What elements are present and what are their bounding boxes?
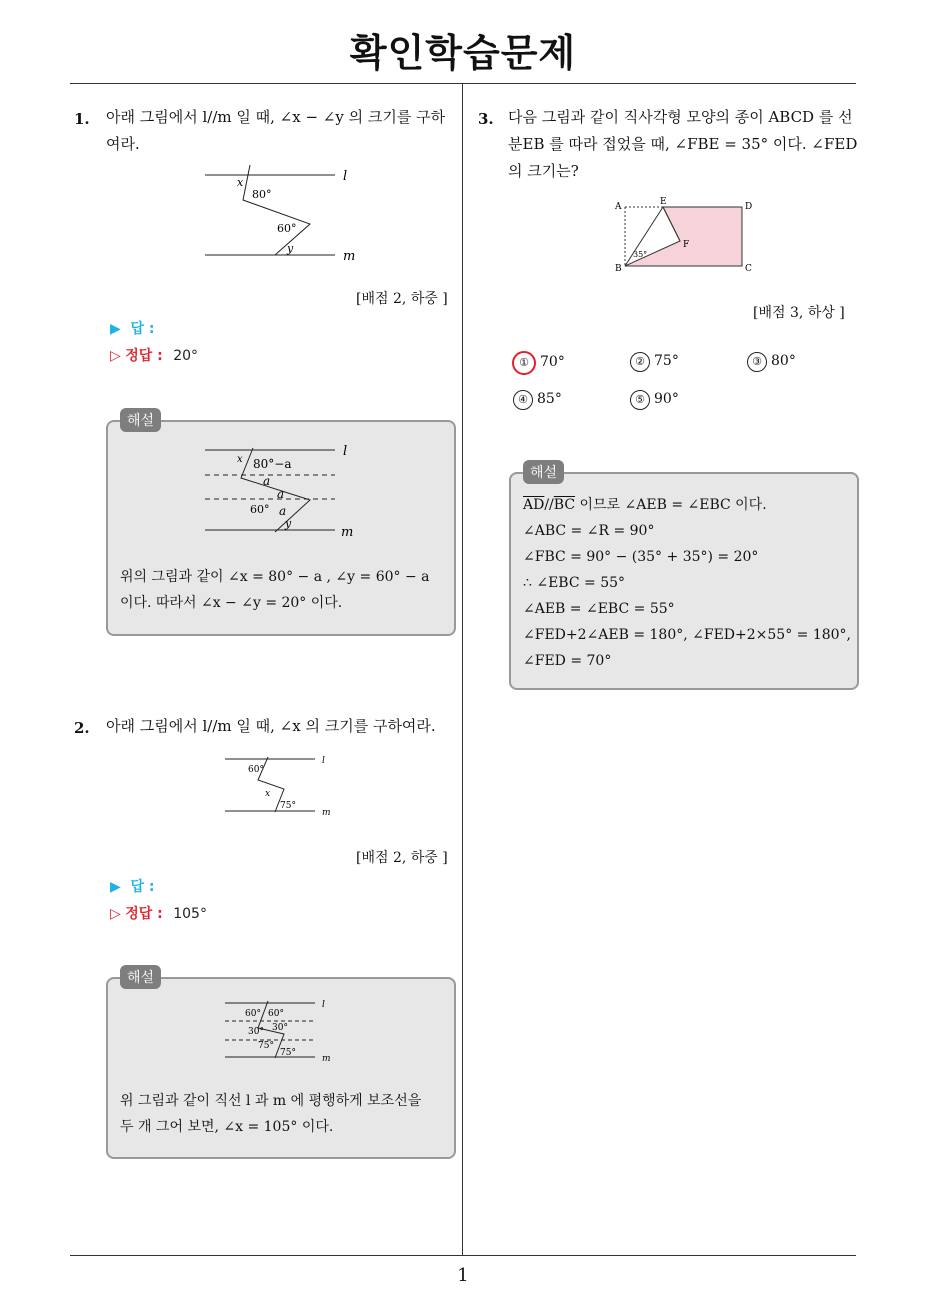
q3-fig-F: F [683, 240, 690, 250]
q3-expl-line1: $\overline{AD}//\overline{BC}$ 이므로 ∠AEB = ∠EBC 이다. [523, 497, 767, 513]
q2-expl-fig-30a: 30° [248, 1027, 264, 1037]
q2-figure [220, 752, 350, 818]
q3-text-line1: 다음 그림과 같이 직사각형 모양의 종이 ABCD 를 선 [508, 108, 853, 126]
q1-fig-60: 60° [277, 222, 297, 235]
q2-expl-fig-75b: 75° [280, 1048, 296, 1058]
q2-expl-tag: 해설 [120, 965, 161, 989]
top-divider [70, 83, 856, 84]
q1-number: 1. [74, 110, 90, 128]
q3-choice-3-text: 80° [771, 353, 796, 369]
q2-explanation-text [120, 1088, 421, 1140]
q2-fig-60: 60° [248, 765, 264, 775]
q1-expl-fig-60: 60° [250, 503, 270, 516]
q2-expl-fig-60a: 60° [245, 1009, 261, 1019]
q1-fig-x: x [237, 176, 244, 189]
q3-choice-3[interactable] [747, 352, 796, 372]
q3-choice-1-text: 70° [540, 354, 565, 370]
q1-answer-label: 답 : [130, 321, 155, 337]
q1-score: [배점 2, 하중 ] [356, 291, 448, 307]
q2-expl-figure [220, 996, 350, 1062]
q3-expl-tag: 해설 [523, 460, 564, 484]
q3-expl-bc: $\overline{BC}$ [553, 497, 576, 513]
q1-expl-tag: 해설 [120, 408, 161, 432]
q3-choice-3-num: ③ [747, 352, 767, 372]
triangle-icon: ▷ [110, 906, 121, 922]
q3-choice-2[interactable] [630, 352, 679, 372]
q3-choice-5[interactable] [630, 390, 679, 410]
q2-number: 2. [74, 719, 90, 737]
q1-expl-fig-80a: 80°−a [253, 457, 292, 471]
q3-choice-2-text: 75° [654, 353, 679, 369]
q2-text: 아래 그림에서 l//m 일 때, ∠x 의 크기를 구하여라. [106, 717, 436, 735]
q3-fig-C: C [745, 264, 752, 274]
q3-fig-A: A [615, 202, 622, 212]
q1-expl-figure [195, 440, 365, 540]
q3-fig-35: 35° [633, 250, 648, 259]
q1-text-line1: 아래 그림에서 l//m 일 때, ∠x − ∠y 의 크기를 구하 [106, 108, 446, 126]
q3-expl-line6: ∠FED+2∠AEB = 180°, ∠FED+2×55° = 180°, [523, 627, 852, 643]
bottom-divider [70, 1255, 856, 1256]
q3-score: [배점 3, 하상 ] [753, 305, 845, 321]
q1-expl-line2: 이다. 따라서 ∠x − ∠y = 20° 이다. [120, 595, 343, 611]
triangle-icon: ▷ [110, 348, 121, 364]
q1-expl-fig-l: l [343, 444, 348, 459]
q3-expl-line4: ∴ ∠EBC = 55° [523, 575, 626, 591]
q3-choice-2-num: ② [630, 352, 650, 372]
q1-correct-label: 정답 : [125, 348, 163, 364]
q1-text-line2: 여라. [106, 135, 140, 153]
q3-expl-line5: ∠AEB = ∠EBC = 55° [523, 601, 675, 617]
q1-fig-80: 80° [252, 188, 272, 201]
q3-choice-4-num: ④ [513, 390, 533, 410]
q2-fig-75: 75° [280, 801, 296, 811]
q2-expl-fig-l: l [322, 1000, 325, 1010]
q1-figure [195, 160, 365, 270]
q2-fig-m: m [322, 808, 331, 818]
q2-fig-l: l [322, 756, 325, 766]
q3-fig-B: B [615, 264, 622, 274]
q1-expl-fig-a3: a [279, 504, 287, 518]
q3-choice-1-num: ① [512, 351, 536, 375]
q2-expl-line1: 위 그림과 같이 직선 l 과 m 에 평행하게 보조선을 [120, 1093, 422, 1109]
q3-choice-4[interactable] [513, 390, 562, 410]
q2-fig-x: x [265, 789, 271, 799]
q3-text-line2: 분EB 를 따라 접었을 때, ∠FBE = 35° 이다. ∠FED [508, 135, 858, 153]
q3-fig-E: E [660, 197, 667, 207]
q1-answer [110, 318, 155, 338]
q2-expl-fig-75a: 75° [258, 1041, 274, 1051]
play-icon: ▶ [110, 321, 121, 337]
q3-figure [605, 193, 765, 278]
q3-choice-4-text: 85° [537, 391, 562, 407]
q3-choice-5-num: ⑤ [630, 390, 650, 410]
q1-expl-fig-a2: a [277, 487, 285, 501]
q2-correct-label: 정답 : [125, 906, 163, 922]
q3-expl-line2: ∠ABC = ∠R = 90° [523, 523, 655, 539]
q2-correct [110, 903, 207, 923]
q1-expl-line1: 위의 그림과 같이 ∠x = 80° − a , ∠y = 60° − a [120, 569, 430, 585]
play-icon: ▶ [110, 879, 121, 895]
q1-expl-fig-y: y [285, 517, 292, 530]
q1-expl-fig-a1: a [263, 474, 271, 488]
q3-number: 3. [478, 110, 494, 128]
q1-explanation-text [120, 564, 429, 616]
q2-answer [110, 876, 155, 896]
column-divider [462, 84, 463, 1256]
q1-correct [110, 345, 198, 365]
q2-expl-fig-30b: 30° [272, 1023, 288, 1033]
page-title: 확인학습문제 [349, 31, 577, 75]
q1-fig-l: l [343, 169, 348, 184]
q3-text-line3: 의 크기는? [508, 162, 579, 180]
q3-choice-5-text: 90° [654, 391, 679, 407]
q3-fig-D: D [745, 202, 753, 212]
q3-expl-line7: ∠FED = 70° [523, 653, 612, 669]
q2-expl-line2: 두 개 그어 보면, ∠x = 105° 이다. [120, 1119, 334, 1135]
page-number: 1 [457, 1265, 469, 1286]
q2-expl-fig-60b: 60° [268, 1009, 284, 1019]
q2-answer-label: 답 : [130, 879, 155, 895]
q1-expl-fig-x: x [237, 454, 243, 465]
q2-expl-fig-m: m [322, 1054, 331, 1062]
q1-fig-y: y [287, 242, 294, 255]
q3-expl-ad: $\overline{AD}$ [523, 497, 545, 513]
q2-correct-value: 105° [173, 906, 207, 922]
q1-correct-value: 20° [173, 348, 199, 364]
q2-score: [배점 2, 하중 ] [356, 850, 448, 866]
q1-text [106, 104, 461, 158]
q3-text [508, 104, 858, 185]
q3-expl-line1-rest: 이므로 ∠AEB = ∠EBC 이다. [575, 497, 767, 513]
q3-explanation-text [523, 492, 851, 674]
q3-choice-1[interactable] [512, 351, 565, 375]
q1-fig-m: m [343, 249, 356, 264]
q3-expl-line3: ∠FBC = 90° − (35° + 35°) = 20° [523, 549, 759, 565]
q1-expl-fig-m: m [341, 525, 354, 540]
